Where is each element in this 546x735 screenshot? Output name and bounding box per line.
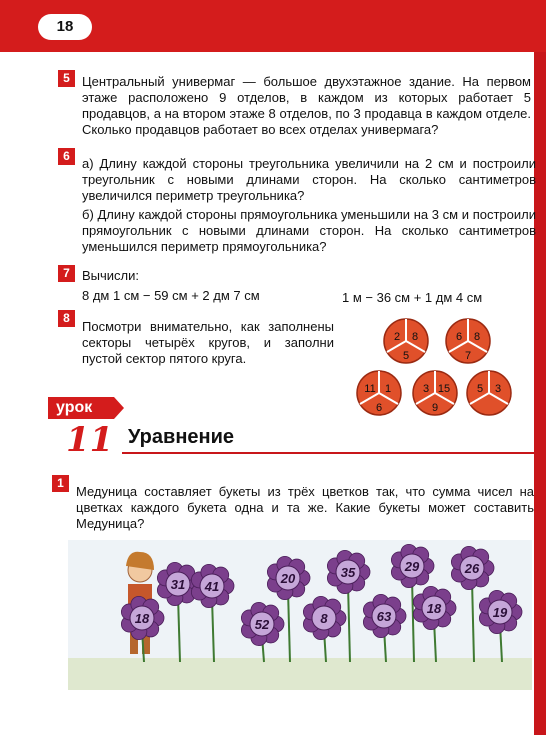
sector-value: 6 bbox=[375, 402, 383, 414]
lesson-title: Уравнение bbox=[128, 426, 235, 448]
sector-value: 3 bbox=[422, 383, 430, 395]
flower-number: 26 bbox=[464, 561, 480, 576]
task5-text: Центральный универмаг — большое двухэтажное здание. На первом этаже расположено 9 отделов, в каждом из которых работает 5 продавцов, а на втором этаже 8 отделов, по 3 продавца в каждом отделе. Сколько продавцов работает во всех отделах универмага? bbox=[82, 74, 531, 137]
flower-number: 20 bbox=[280, 571, 296, 586]
sector-circle bbox=[384, 319, 428, 363]
flower-number: 18 bbox=[426, 601, 442, 616]
sector-value: 5 bbox=[402, 350, 410, 362]
flower-number: 31 bbox=[170, 577, 186, 592]
sector-circles-figure bbox=[350, 316, 520, 420]
task7-expression-1: 8 дм 1 см − 59 см + 2 дм 7 см bbox=[82, 288, 260, 303]
sector-value: 6 bbox=[455, 331, 463, 343]
flower-number: 18 bbox=[134, 611, 150, 626]
sector-value: 8 bbox=[411, 331, 419, 343]
task-number-7: 7 bbox=[58, 265, 75, 282]
task7-expression-2: 1 м − 36 см + 1 дм 4 см bbox=[342, 290, 483, 305]
lesson-label-badge: урок bbox=[48, 397, 114, 419]
flower-number: 63 bbox=[376, 609, 392, 624]
task-number-8: 8 bbox=[58, 310, 75, 327]
sector-value: 3 bbox=[494, 383, 502, 395]
sector-circle bbox=[413, 371, 457, 415]
task-number-5: 5 bbox=[58, 70, 75, 87]
flower-number: 8 bbox=[320, 611, 328, 626]
flowers-illustration bbox=[68, 540, 532, 690]
sector-circle bbox=[467, 371, 511, 415]
lesson-number: 11 bbox=[66, 420, 114, 460]
sector-value: 7 bbox=[464, 350, 472, 362]
flower-number: 52 bbox=[254, 617, 270, 632]
sector-value: 1 bbox=[384, 383, 392, 395]
title-divider bbox=[122, 452, 534, 454]
sector-value: 5 bbox=[476, 383, 484, 395]
task6-part-b: б) Длину каждой стороны прямоугольника уменьшили на 3 см и построили прямоугольник с новыми длинами сторон. На сколько сантиметров уменьшился периметр прямоугольника? bbox=[82, 207, 536, 254]
task8-text: Посмотри внимательно, как заполнены секторы четырёх кругов, и заполни пустой сектор пятого круга. bbox=[82, 319, 334, 366]
sector-value: 2 bbox=[393, 331, 401, 343]
task7-prompt: Вычисли: bbox=[82, 268, 140, 283]
sector-circle bbox=[446, 319, 490, 363]
flower-number: 19 bbox=[492, 605, 508, 620]
task-number-6: 6 bbox=[58, 148, 75, 165]
task6-part-a: а) Длину каждой стороны треугольника увеличили на 2 см и построили треугольник с новыми длинами сторон. На сколько сантиметров увеличился периметр треугольника? bbox=[82, 156, 536, 203]
sector-value: 11 bbox=[364, 383, 376, 395]
flower-number: 29 bbox=[404, 559, 420, 574]
flower-number: 41 bbox=[204, 579, 220, 594]
sector-value: 9 bbox=[431, 402, 439, 414]
task1-text: Медуница составляет букеты из трёх цветков так, что сумма чисел на цветках каждого букета одна и та же. Какие букеты может составить Медуница? bbox=[76, 484, 534, 531]
flower-number: 35 bbox=[340, 565, 356, 580]
right-edge-strip bbox=[534, 52, 546, 735]
sector-circle bbox=[357, 371, 401, 415]
page-number: 18 bbox=[38, 14, 92, 40]
sector-value: 15 bbox=[437, 383, 451, 395]
task-number-1: 1 bbox=[52, 475, 69, 492]
sector-value: 8 bbox=[473, 331, 481, 343]
